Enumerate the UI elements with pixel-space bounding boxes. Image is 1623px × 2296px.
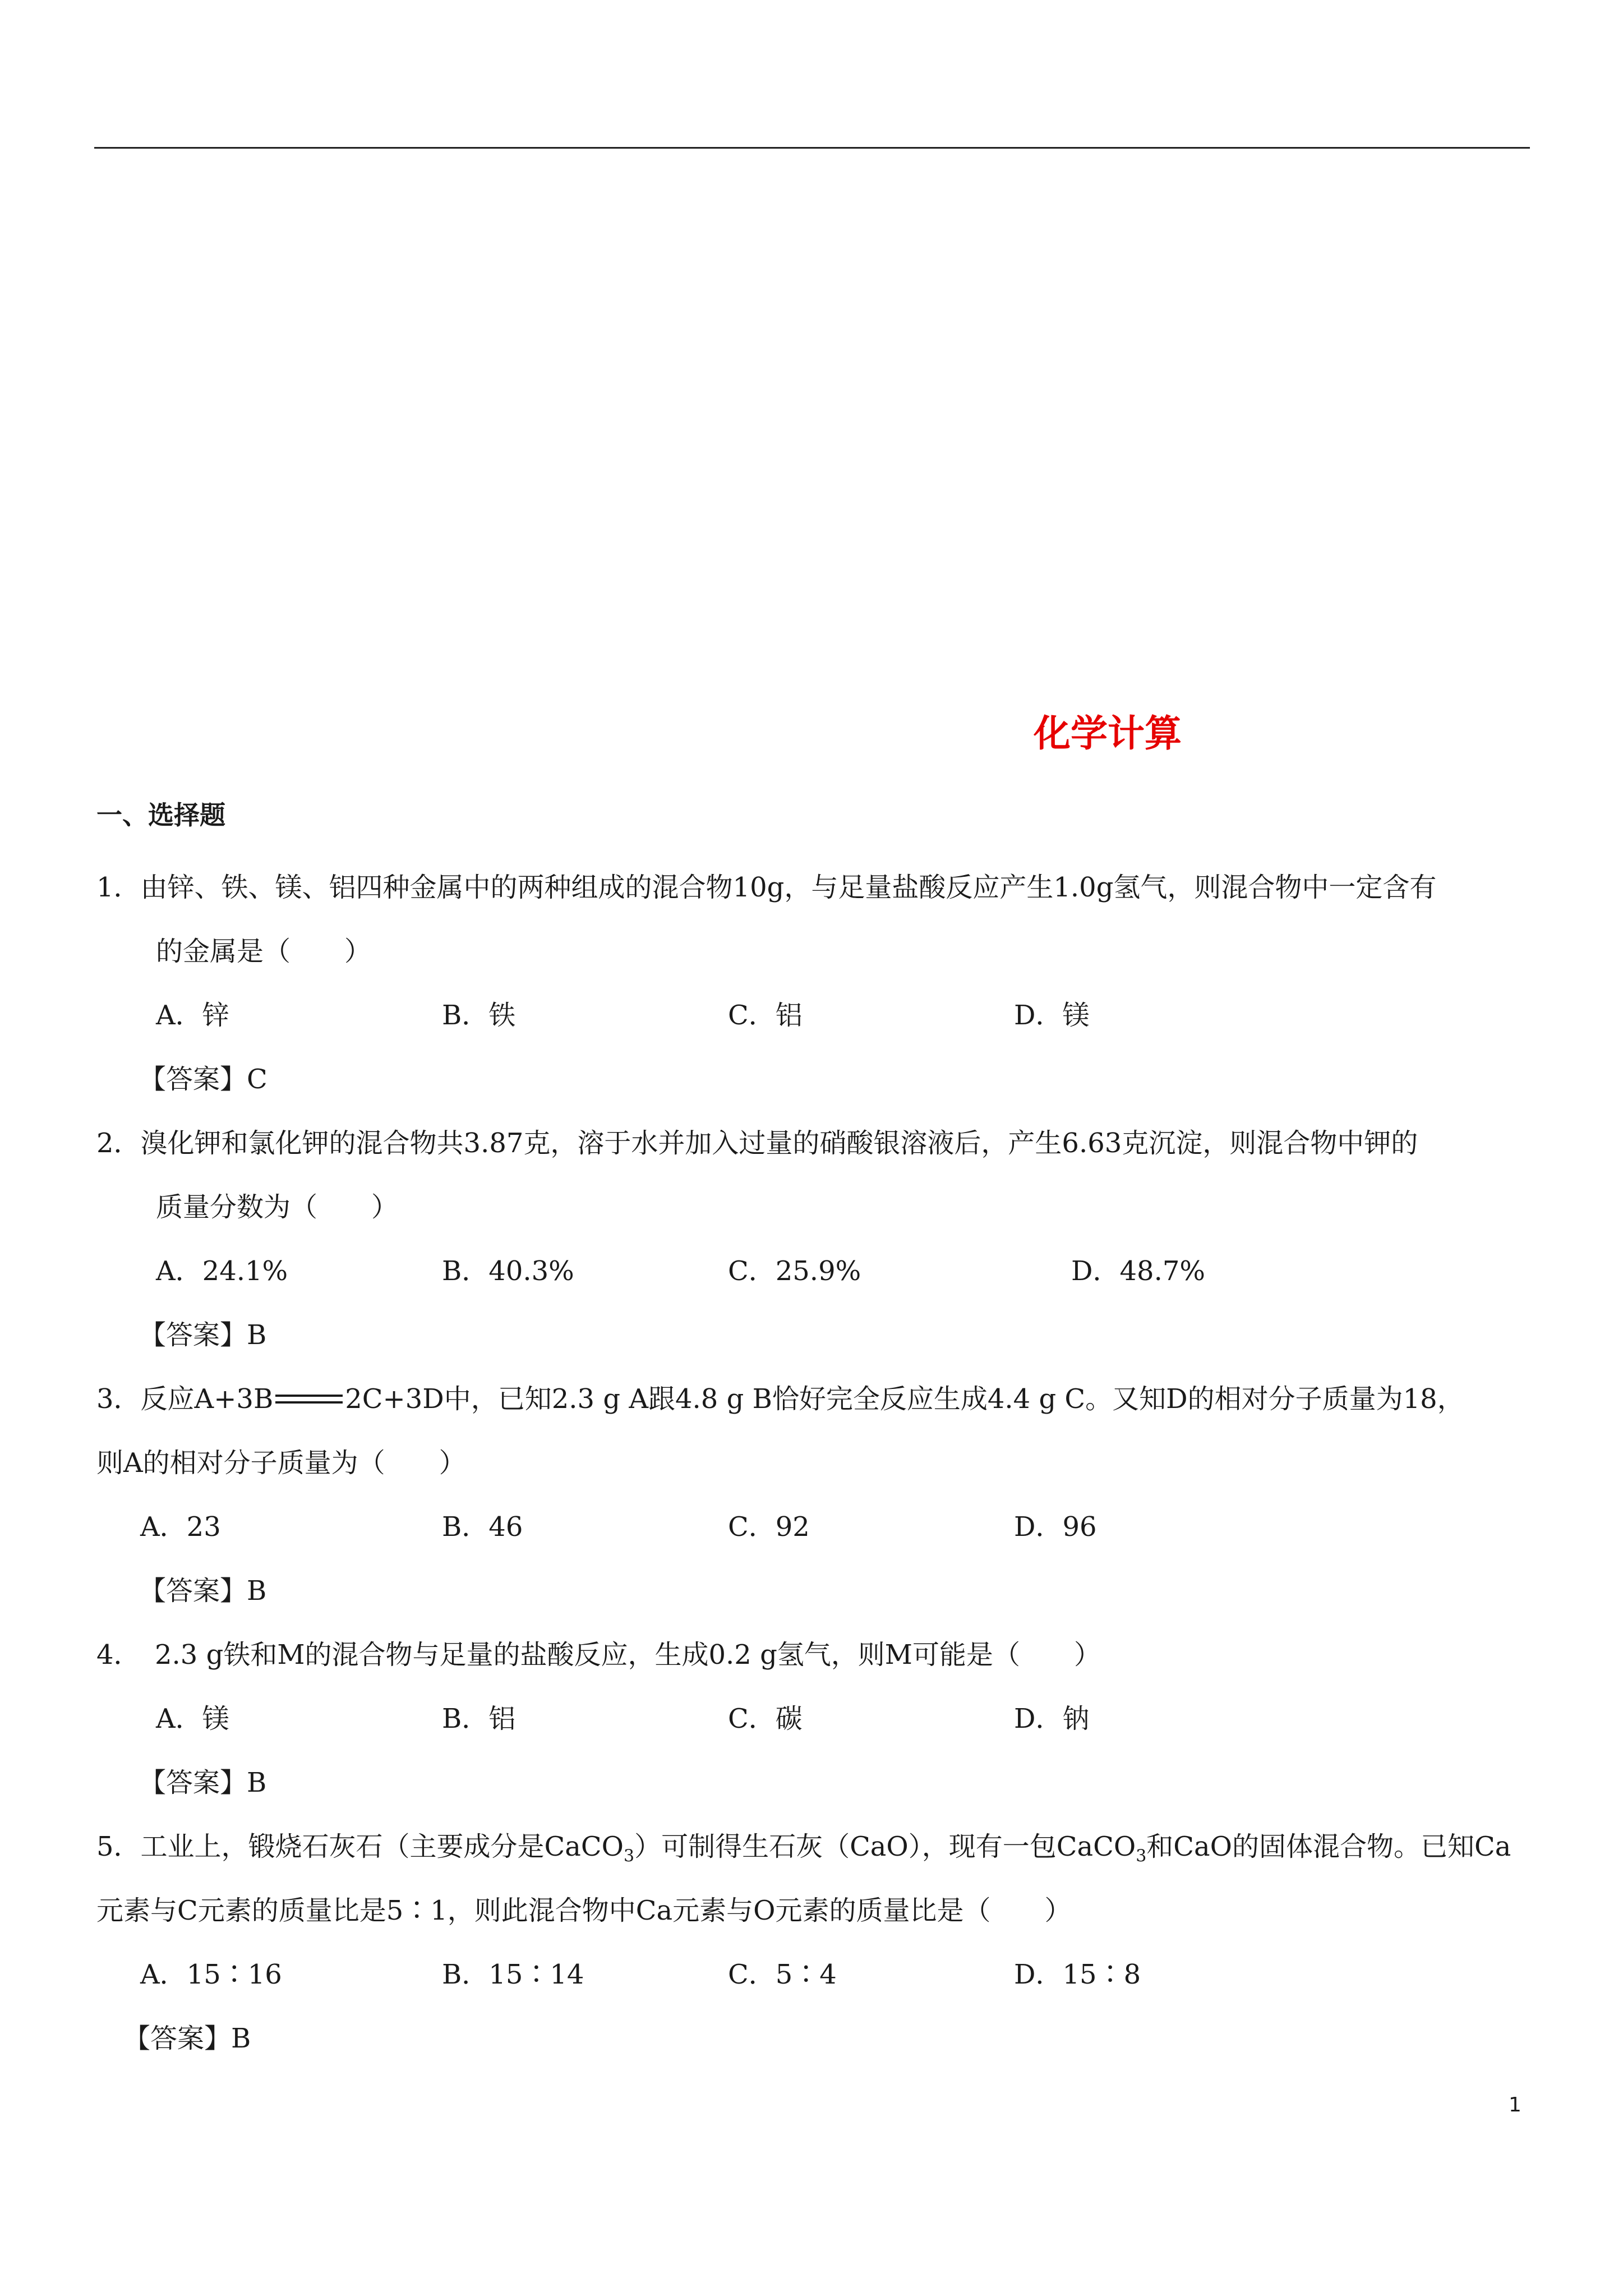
page-number: 1 bbox=[1509, 2093, 1521, 2116]
question-text-b: ）可制得生石灰（CaO），现有一包CaCO bbox=[634, 1831, 1136, 1862]
answer-value: B bbox=[231, 2023, 251, 2054]
page-title: 化学计算 bbox=[1034, 712, 1182, 755]
question-4-option-d: D．钠 bbox=[1014, 1703, 1090, 1734]
question-text-c: 和CaO的固体混合物。已知Ca bbox=[1146, 1831, 1511, 1862]
question-3-answer bbox=[139, 1575, 267, 1607]
answer-value: B bbox=[247, 1575, 267, 1607]
answer-value: B bbox=[247, 1767, 267, 1798]
answer-label: 【答案】 bbox=[123, 2023, 232, 2054]
answer-label: 【答案】 bbox=[139, 1767, 247, 1798]
question-1-option-d: D．镁 bbox=[1014, 1000, 1090, 1031]
answer-value: C bbox=[247, 1064, 268, 1095]
question-2-line-2: 质量分数为（ ） bbox=[156, 1191, 399, 1223]
answer-value: B bbox=[247, 1319, 267, 1351]
question-2-option-a: A．24.1% bbox=[156, 1255, 288, 1287]
question-1-option-b: B．铁 bbox=[442, 1000, 516, 1031]
equals-sign-icon bbox=[275, 1395, 343, 1404]
section-heading: 一、选择题 bbox=[96, 800, 225, 830]
question-number: 4． bbox=[96, 1639, 141, 1671]
question-4-option-b: B．铝 bbox=[442, 1703, 516, 1734]
question-2-answer bbox=[139, 1319, 267, 1351]
question-3-option-b: B．46 bbox=[442, 1511, 523, 1543]
question-2-option-c: C．25.9% bbox=[728, 1255, 861, 1287]
question-1-line-1 bbox=[96, 874, 1436, 901]
question-5-option-a: A．15∶16 bbox=[140, 1959, 282, 1990]
question-number: 5． bbox=[96, 1831, 141, 1862]
question-3-option-a: A．23 bbox=[140, 1511, 221, 1543]
question-2-option-b: B．40.3% bbox=[442, 1255, 574, 1287]
subscript: 3 bbox=[623, 1846, 635, 1866]
question-5-option-c: C．5∶4 bbox=[728, 1959, 837, 1990]
question-2-option-d: D．48.7% bbox=[1071, 1255, 1205, 1287]
question-text-b: 2C+3D中，已知2.3 g A跟4.8 g B恰好完全反应生成4.4 g C。又知D的相对分子质量为18， bbox=[345, 1383, 1464, 1415]
header-rule bbox=[94, 147, 1530, 149]
question-5-option-d: D．15∶8 bbox=[1014, 1959, 1141, 1990]
question-number: 3． bbox=[96, 1383, 141, 1415]
answer-label: 【答案】 bbox=[139, 1064, 247, 1095]
question-3-option-d: D．96 bbox=[1014, 1511, 1097, 1543]
question-5-option-b: B．15∶14 bbox=[442, 1959, 584, 1990]
question-2-line-1 bbox=[96, 1130, 1418, 1157]
question-text-a: 反应A+3B bbox=[140, 1383, 274, 1415]
question-1-answer bbox=[139, 1066, 268, 1093]
question-number: 2． bbox=[96, 1128, 141, 1159]
question-4-option-a: A．镁 bbox=[156, 1703, 229, 1734]
question-1-option-c: C．铝 bbox=[728, 1000, 803, 1031]
question-3-line-2: 则A的相对分子质量为（ ） bbox=[96, 1447, 466, 1479]
question-5-line-1 bbox=[96, 1833, 1511, 1865]
question-1-line-2: 的金属是（ ） bbox=[156, 936, 372, 967]
question-3-option-c: C．92 bbox=[728, 1511, 810, 1543]
question-text: 溴化钾和氯化钾的混合物共3.87克，溶于水并加入过量的硝酸银溶液后，产生6.63克沉淀，则混合物中钾的 bbox=[140, 1128, 1418, 1159]
question-number: 1． bbox=[96, 872, 141, 903]
question-4-line-1 bbox=[96, 1639, 1101, 1671]
question-5-answer bbox=[123, 2025, 251, 2052]
question-3-line-1 bbox=[96, 1383, 1464, 1415]
subscript: 3 bbox=[1136, 1846, 1147, 1866]
question-text: 由锌、铁、镁、铝四种金属中的两种组成的混合物10g，与足量盐酸反应产生1.0g氢气，则混合物中一定含有 bbox=[140, 872, 1437, 903]
answer-label: 【答案】 bbox=[139, 1575, 247, 1607]
question-5-line-2: 元素与C元素的质量比是5∶1，则此混合物中Ca元素与O元素的质量比是（ ） bbox=[96, 1895, 1072, 1926]
question-4-answer bbox=[139, 1769, 266, 1796]
question-text: 2.3 g铁和M的混合物与足量的盐酸反应，生成0.2 g氢气，则M可能是（ ） bbox=[155, 1639, 1101, 1671]
question-1-option-a: A．锌 bbox=[156, 1000, 229, 1031]
question-4-option-c: C．碳 bbox=[728, 1703, 803, 1734]
question-text-a: 工业上，锻烧石灰石（主要成分是CaCO bbox=[140, 1831, 624, 1862]
answer-label: 【答案】 bbox=[139, 1319, 247, 1351]
